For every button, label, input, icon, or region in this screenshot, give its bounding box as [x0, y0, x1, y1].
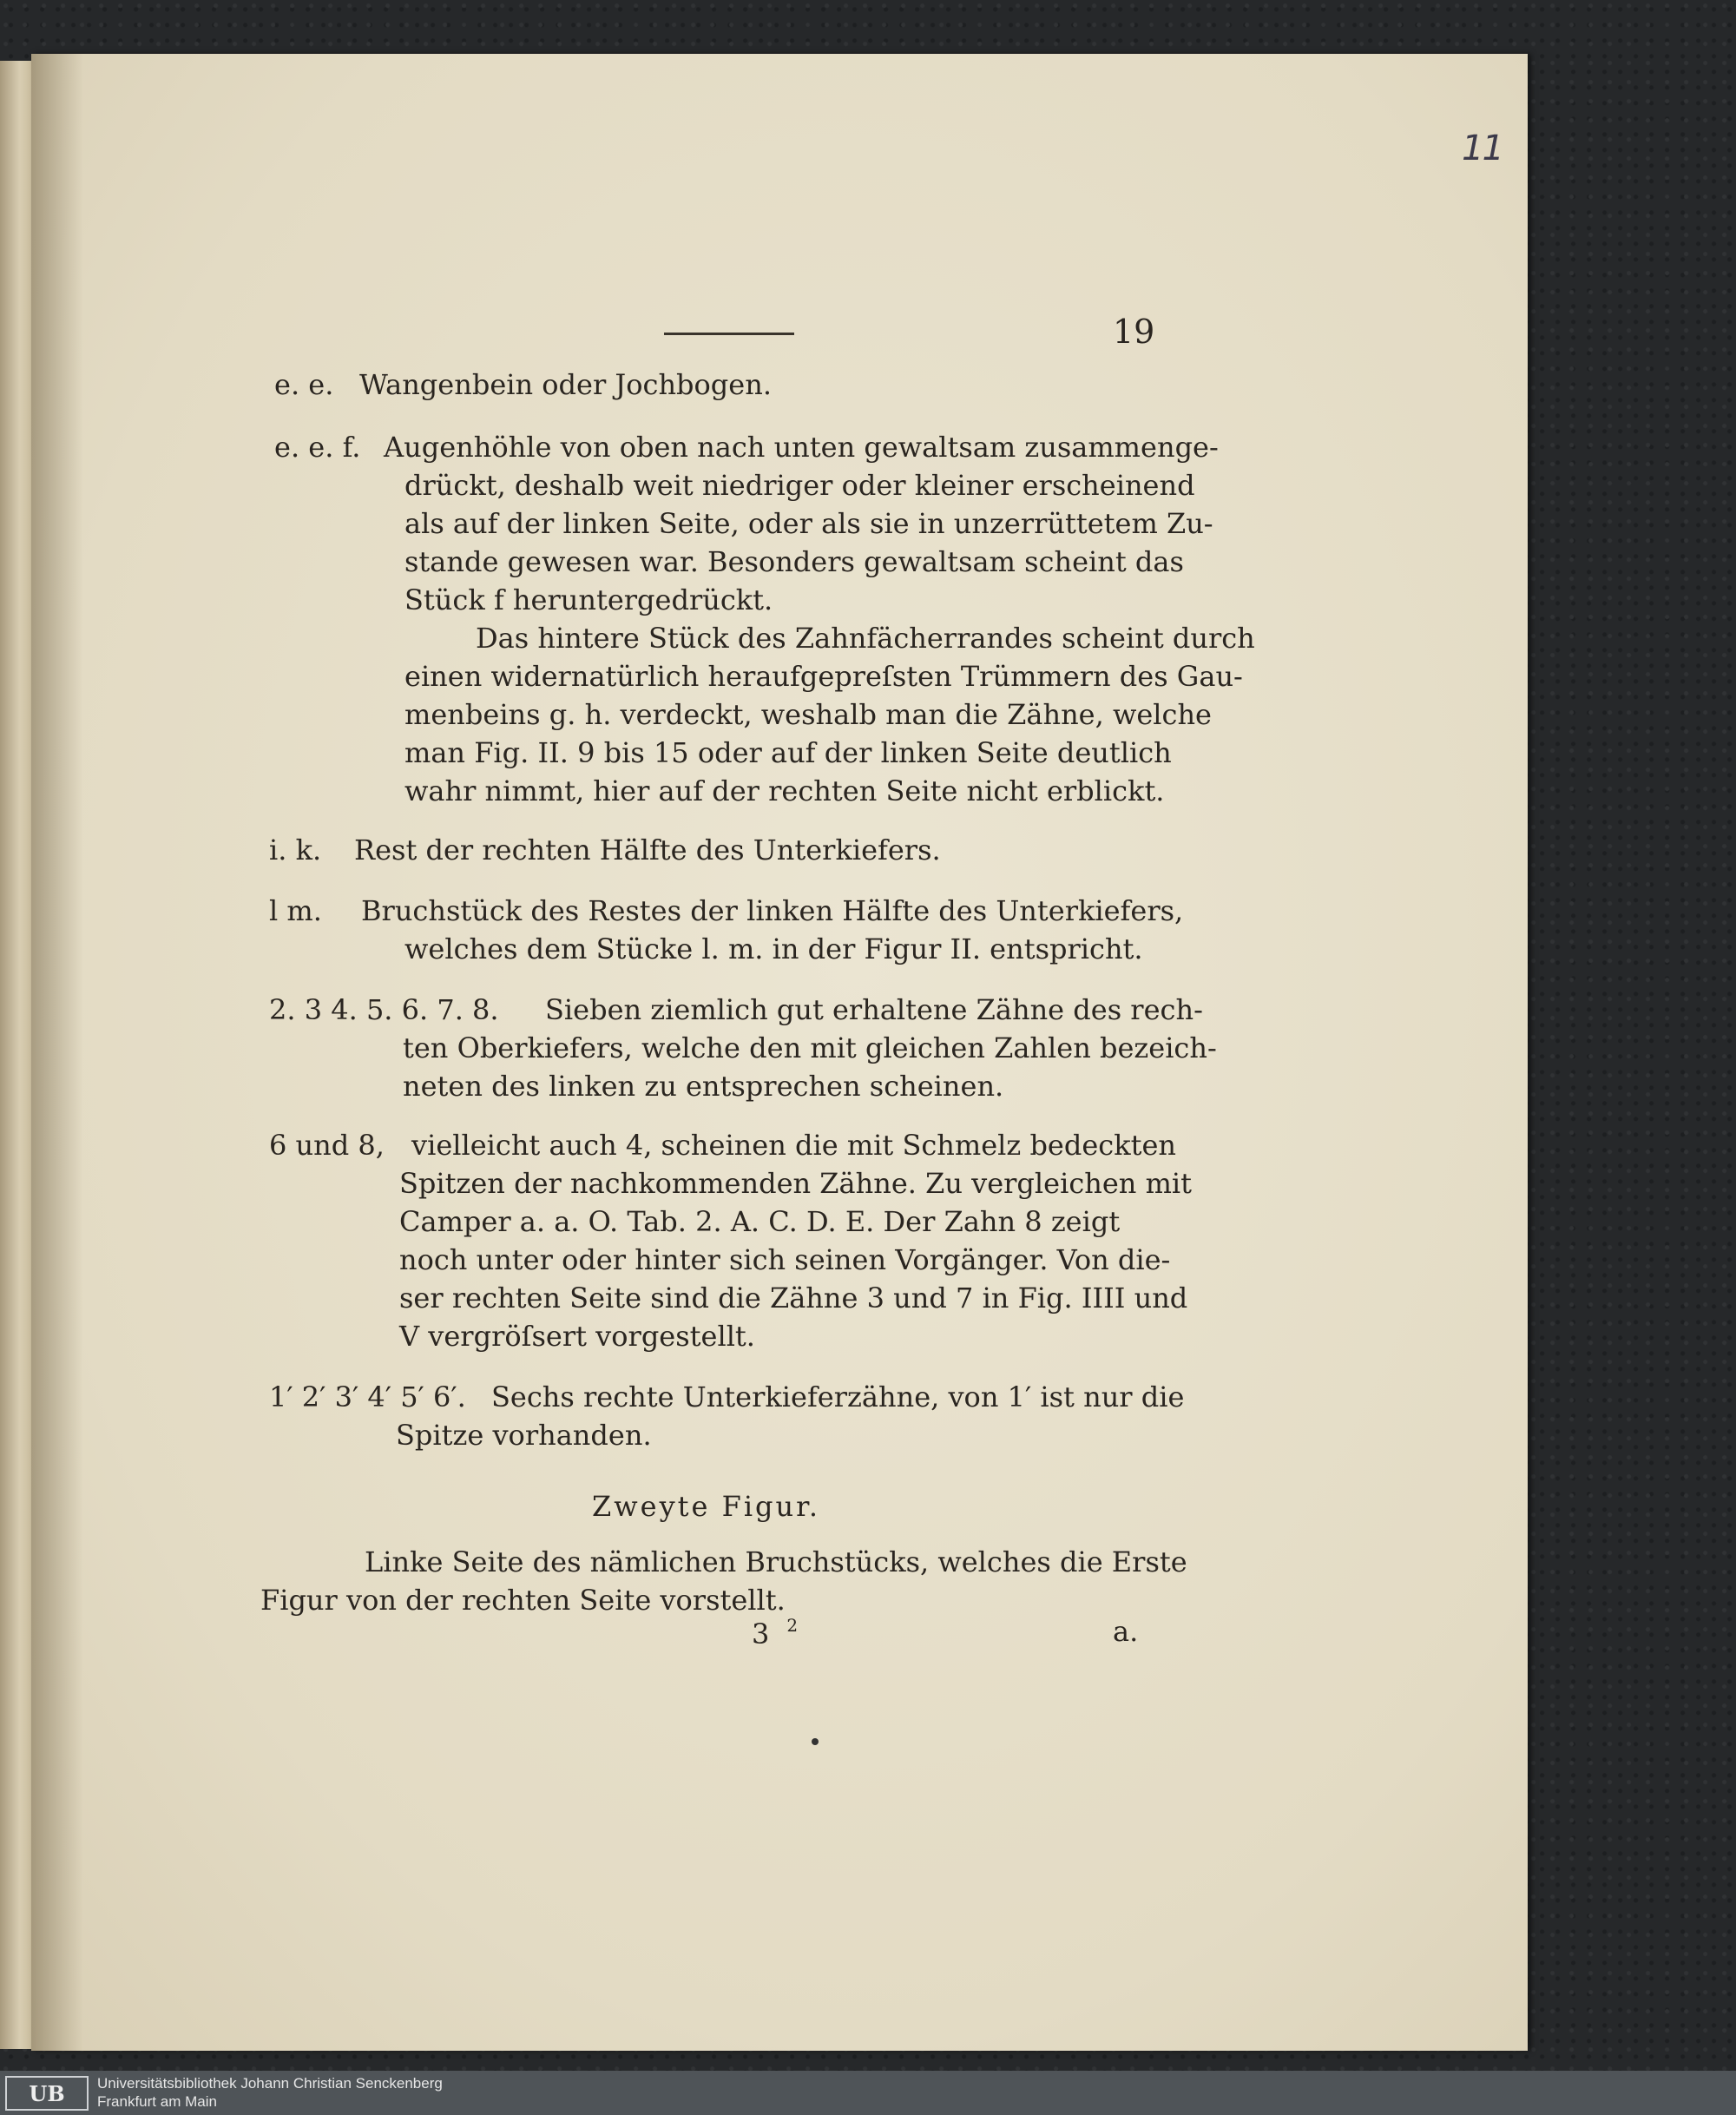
- page-gutter-shadow: [31, 54, 83, 2051]
- entry-line: Spitze vorhanden.: [396, 1419, 652, 1452]
- entry-line: Bruchstück des Restes der linken Hälfte des Unterkiefers,: [361, 894, 1184, 927]
- page-number: 19: [1113, 313, 1155, 351]
- library-name-line2: Frankfurt am Main: [97, 2093, 217, 2110]
- entry-line: Camper a. a. O. Tab. 2. A. C. D. E. Der Zahn 8 zeigt: [399, 1205, 1121, 1238]
- library-logo: UB: [5, 2076, 89, 2111]
- signature-sup: 2: [786, 1615, 799, 1636]
- entry-line: vielleicht auch 4, scheinen die mit Schmelz bedeckten: [411, 1129, 1176, 1162]
- entry-line: einen widernatürlich heraufgepreſsten Trümmern des Gau-: [404, 660, 1243, 693]
- paragraph-line: Figur von der rechten Seite vorstellt.: [260, 1584, 786, 1617]
- entry-line: Wangenbein oder Jochbogen.: [359, 368, 772, 401]
- library-name: [97, 2074, 443, 2111]
- entry-line: ten Oberkiefers, welche den mit gleichen Zahlen bezeich-: [403, 1031, 1217, 1064]
- entry-line: drückt, deshalb weit niedriger oder kleiner erscheinend: [404, 469, 1195, 502]
- entry-label: 6 und 8,: [269, 1129, 385, 1162]
- facing-page-edge: [0, 61, 33, 2049]
- entry-line: Das hintere Stück des Zahnfächerrandes scheint durch: [476, 622, 1255, 655]
- entry-line: menbeins g. h. verdeckt, weshalb man die Zähne, welche: [404, 698, 1212, 731]
- entry-label: 1′ 2′ 3′ 4′ 5′ 6′.: [269, 1380, 466, 1413]
- entry-line: welches dem Stücke l. m. in der Figur II. entspricht.: [404, 932, 1143, 965]
- entry-line: Stück f heruntergedrückt.: [404, 583, 773, 616]
- entry-line: Sieben ziemlich gut erhaltene Zähne des rech-: [545, 993, 1203, 1026]
- entry-line: V vergröſsert vorgestellt.: [399, 1320, 755, 1353]
- entry-label: e. e. f.: [274, 431, 361, 464]
- handwritten-folio: 11: [1462, 128, 1503, 168]
- entry-line: Augenhöhle von oben nach unten gewaltsam zusammenge-: [384, 431, 1219, 464]
- entry-line: neten des linken zu entsprechen scheinen.: [403, 1070, 1004, 1103]
- catchword: a.: [1113, 1615, 1139, 1648]
- section-heading: Zweyte Figur.: [592, 1490, 821, 1523]
- entry-label: l m.: [269, 894, 322, 927]
- entry-line: stande gewesen war. Besonders gewaltsam scheint das: [404, 545, 1184, 578]
- entry-line: wahr nimmt, hier auf der rechten Seite nicht erblickt.: [404, 774, 1165, 807]
- signature-main: 3: [752, 1618, 770, 1650]
- entry-line: man Fig. II. 9 bis 15 oder auf der linken Seite deutlich: [404, 736, 1172, 769]
- library-footer: [0, 2071, 1736, 2115]
- entry-line: Sechs rechte Unterkieferzähne, von 1′ ist nur die: [491, 1380, 1185, 1413]
- entry-label: i. k.: [269, 833, 322, 866]
- entry-label: e. e.: [274, 368, 334, 401]
- ink-dot: [812, 1738, 819, 1745]
- entry-line: noch unter oder hinter sich seinen Vorgänger. Von die-: [399, 1243, 1171, 1276]
- entry-line: als auf der linken Seite, oder als sie in unzerrüttetem Zu-: [404, 507, 1213, 540]
- entry-line: ser rechten Seite sind die Zähne 3 und 7 in Fig. IIII und: [399, 1282, 1188, 1314]
- entry-line: Rest der rechten Hälfte des Unterkiefers.: [354, 833, 941, 866]
- paragraph-line: Linke Seite des nämlichen Bruchstücks, welches die Erste: [365, 1545, 1187, 1578]
- header-rule: [664, 333, 794, 335]
- entry-line: Spitzen der nachkommenden Zähne. Zu vergleichen mit: [399, 1167, 1192, 1200]
- entry-label: 2. 3 4. 5. 6. 7. 8.: [269, 993, 499, 1026]
- library-name-line1: Universitätsbibliothek Johann Christian Senckenberg: [97, 2075, 443, 2092]
- signature-mark: [752, 1615, 798, 1650]
